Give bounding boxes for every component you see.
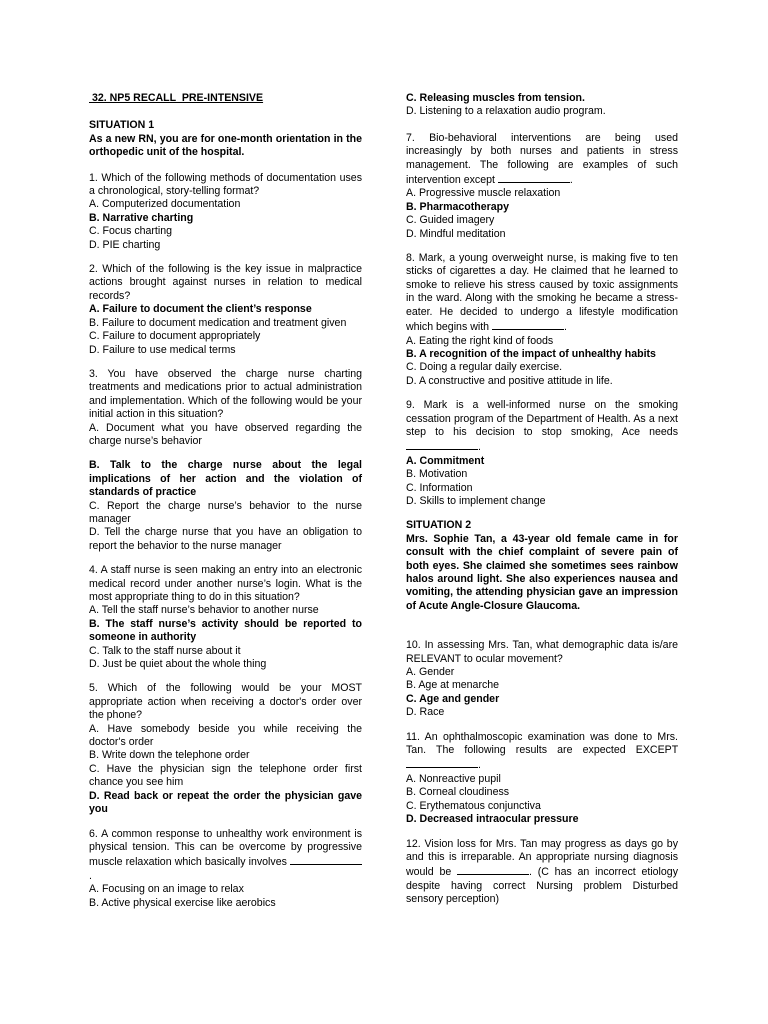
question-2: [89, 263, 362, 357]
question-4: [89, 564, 362, 671]
answer-blank: [498, 172, 570, 183]
question-1: [89, 172, 362, 252]
question-stem: 1. Which of the following methods of documentation uses a chronological, story-telling format?: [89, 171, 362, 198]
answer-blank: [290, 854, 362, 865]
situation-2-heading: SITUATION 2: [406, 519, 472, 532]
question-5: [89, 682, 362, 816]
answer-blank: [406, 439, 478, 450]
stem-end: .: [569, 174, 573, 187]
left-column: [89, 92, 362, 910]
question-stem: 5. Which of the following would be your MOST appropriate action when receiving a doctor's order over the phone?: [89, 682, 362, 722]
option-a: A. Progressive muscle relaxation: [406, 187, 561, 200]
answer-blank: [406, 757, 478, 768]
option-d: D. A constructive and positive attitude in life.: [406, 374, 613, 387]
option-b-answer: B. The staff nurse’s activity should be reported to someone in authority: [89, 617, 362, 644]
option-b: B. Active physical exercise like aerobics: [89, 896, 276, 909]
question-stem: 10. In assessing Mrs. Tan, what demographic data is/are RELEVANT to ocular movement?: [406, 639, 678, 665]
answer-blank: [457, 864, 529, 875]
stem-end: . (C has an incorrect etiology despite having correct Nursing problem Disturbed sensory perception): [406, 866, 678, 906]
option-a: A. Have somebody beside you while receiving the doctor's order: [89, 722, 362, 749]
question-stem: [406, 252, 678, 334]
option-d: D. Race: [406, 706, 445, 719]
option-c: C. Failure to document appropriately: [89, 330, 261, 343]
option-c: C. Doing a regular daily exercise.: [406, 361, 563, 374]
option-b: B. Corneal cloudiness: [406, 786, 510, 799]
question-8: [406, 252, 678, 388]
question-stem: [406, 838, 678, 907]
option-d: D. Just be quiet about the whole thing: [89, 658, 267, 671]
situation-2-description: Mrs. Sophie Tan, a 43-year old female came in for consult with the chief complaint of severe pain of both eyes. She claimed she sometimes sees rainbow halos around light. She also experiences nausea and vomiting, the attending physician gave an impression of Acute Angle-Closure Glaucoma.: [406, 532, 678, 612]
stem-text: 12. Vision loss for Mrs. Tan may progress as days go by and this is irreparable. An appropriate nursing diagnosis would be: [406, 837, 678, 879]
option-d: D. Failure to use medical terms: [89, 343, 236, 356]
option-d: D. Skills to implement change: [406, 494, 546, 507]
question-stem: 4. A staff nurse is seen making an entry into an electronic medical record under another nurse’s login. What is the most appropriate thing to do in this situation?: [89, 564, 362, 603]
option-c-answer: C. Age and gender: [406, 692, 500, 705]
stem-text: 9. Mark is a well-informed nurse on the smoking cessation program of the Department of Health. As a next step to his decision to stop smoking, Ace needs: [406, 399, 678, 438]
stem-text: 8. Mark, a young overweight nurse, is making five to ten sticks of cigarettes a day. He claimed that he learned to smoke to relieve his stress caused by toxic assignments in the ward. Along with the smoking he became a stress-eater. He decided to undergo a lifestyle modification which begins with: [406, 252, 678, 334]
option-b-answer: B. A recognition of the impact of unhealthy habits: [406, 347, 656, 360]
option-b-answer: B. Pharmacotherapy: [406, 200, 510, 213]
option-d: D. Tell the charge nurse that you have an obligation to report the behavior to the nurse manager: [89, 526, 362, 552]
option-b: B. Write down the telephone order: [89, 749, 250, 762]
option-d: D. Mindful meditation: [406, 227, 506, 240]
option-a: A. Focusing on an image to relax: [89, 883, 244, 896]
option-b: B. Age at menarche: [406, 679, 500, 692]
stem-end: .: [563, 321, 567, 334]
option-c: C. Report the charge nurse’s behavior to the nurse manager: [89, 499, 362, 525]
question-12: [406, 838, 678, 907]
option-a: A. Nonreactive pupil: [406, 772, 501, 785]
option-a: A. Computerized documentation: [89, 198, 241, 211]
option-c-answer: C. Releasing muscles from tension.: [406, 92, 585, 104]
situation-2: [406, 519, 678, 613]
option-a: A. Document what you have observed regarding the charge nurse’s behavior: [89, 421, 362, 447]
question-10: [406, 639, 678, 719]
option-c: C. Information: [406, 481, 473, 494]
answer-blank: [492, 319, 564, 330]
stem-end: .: [478, 441, 481, 454]
question-stem: 3. You have observed the charge nurse charting treatments and medications prior to actual administration and implementation. Which of the following would be your initial action in this situation?: [89, 367, 362, 421]
option-b-answer: B. Talk to the charge nurse about the legal implications of her action and the violation of standards of practice: [89, 459, 362, 499]
option-c: C. Guided imagery: [406, 214, 495, 227]
situation-1-description: As a new RN, you are for one-month orientation in the orthopedic unit of the hospital.: [89, 132, 362, 159]
question-6: [89, 828, 362, 910]
option-a: A. Tell the staff nurse’s behavior to another nurse: [89, 604, 319, 617]
option-a: A. Eating the right kind of foods: [406, 334, 554, 347]
question-3: [89, 368, 362, 553]
option-b: B. Failure to document medication and treatment given: [89, 316, 347, 329]
stem-end: .: [89, 869, 92, 882]
stem-text: 7. Bio-behavioral interventions are being used increasingly by both nurses and patients in stress management. The following are examples of such intervention except: [406, 131, 678, 187]
stem-end: .: [478, 759, 481, 772]
stem-text: 11. An ophthalmoscopic examination was done to Mrs. Tan. The following results are expected EXCEPT: [406, 730, 678, 757]
option-d-answer: D. Decreased intraocular pressure: [406, 813, 579, 826]
option-c: C. Erythematous conjunctiva: [406, 799, 541, 812]
option-d: D. Listening to a relaxation audio program.: [406, 105, 606, 118]
stem-text: 6. A common response to unhealthy work environment is physical tension. This can be overcome by progressive muscle relaxation which basically involves: [89, 827, 362, 869]
question-stem: [406, 731, 678, 773]
option-c: C. Focus charting: [89, 225, 173, 238]
question-stem: [89, 828, 362, 884]
option-a-answer: A. Failure to document the client’s response: [89, 303, 312, 316]
option-a: A. Gender: [406, 666, 455, 679]
question-stem: 2. Which of the following is the key issue in malpractice actions brought against nurses in relation to medical records?: [89, 263, 362, 302]
question-7: [406, 132, 678, 241]
option-d-answer: D. Read back or repeat the order the physician gave you: [89, 789, 362, 816]
question-11: [406, 731, 678, 827]
option-a-answer: A. Commitment: [406, 454, 485, 467]
option-d: D. PIE charting: [89, 238, 161, 251]
option-b-answer: B. Narrative charting: [89, 211, 194, 224]
question-stem: [406, 132, 678, 188]
situation-1-heading: SITUATION 1: [89, 119, 155, 132]
option-c: C. Have the physician sign the telephone order first chance you see him: [89, 762, 362, 789]
question-9: [406, 399, 678, 508]
page-title: 32. NP5 RECALL PRE-INTENSIVE: [89, 92, 264, 104]
right-column: [406, 92, 678, 907]
option-c: C. Talk to the staff nurse about it: [89, 644, 241, 657]
option-b: B. Motivation: [406, 468, 468, 481]
question-stem: [406, 399, 678, 455]
